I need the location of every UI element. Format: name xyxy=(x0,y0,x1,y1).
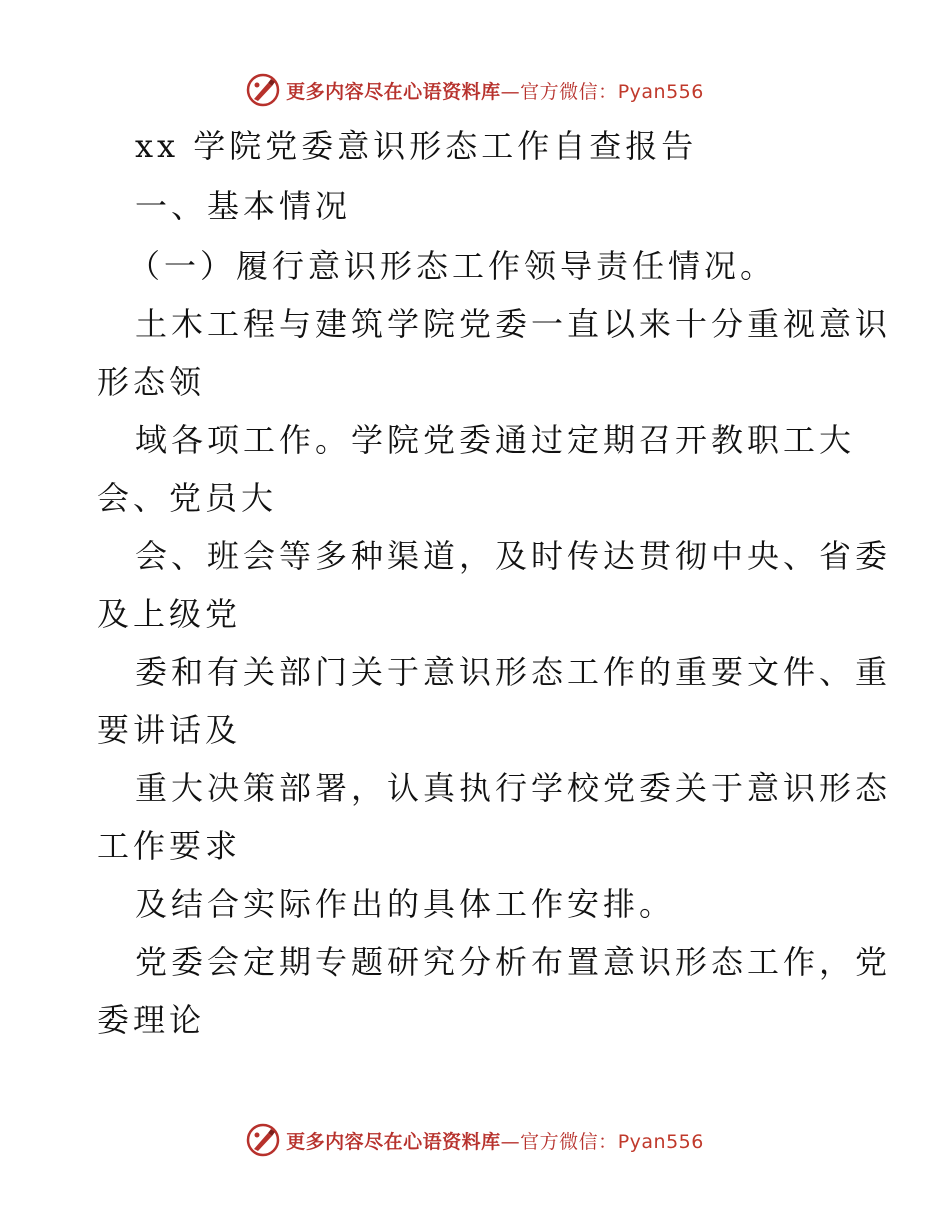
paragraph-line: 工作要求 xyxy=(97,827,242,865)
paragraph-line: 及上级党 xyxy=(97,595,242,633)
document-title: xx 学院党委意识形态工作自查报告 xyxy=(135,127,698,165)
paragraph-line: 会、党员大 xyxy=(97,479,278,517)
paragraph-line: 党委会定期专题研究分析布置意识形态工作，党 xyxy=(135,943,892,981)
paragraph-line: 重大决策部署，认真执行学校党委关于意识形态 xyxy=(135,769,892,807)
watermark-label: 官方微信： xyxy=(520,80,618,103)
section-heading: 一、基本情况 xyxy=(135,187,352,225)
paragraph-line: 土木工程与建筑学院党委一直以来十分重视意识 xyxy=(135,305,892,343)
paragraph-line: 及结合实际作出的具体工作安排。 xyxy=(135,885,676,923)
pen-logo-icon xyxy=(246,1123,280,1157)
watermark-footer xyxy=(0,1120,950,1160)
paragraph-line: 要讲话及 xyxy=(97,711,242,749)
paragraph-line: 会、班会等多种渠道，及时传达贯彻中央、省委 xyxy=(135,537,892,575)
watermark-text xyxy=(286,1127,704,1154)
watermark-brand: 更多内容尽在心语资料库 xyxy=(286,80,501,103)
watermark-wechat-id: Pyan556 xyxy=(617,80,704,103)
watermark-text xyxy=(286,77,704,104)
subsection-heading: （一）履行意识形态工作领导责任情况。 xyxy=(128,247,777,285)
pen-logo-icon xyxy=(246,73,280,107)
watermark-brand: 更多内容尽在心语资料库 xyxy=(286,1130,501,1153)
watermark-header xyxy=(0,70,950,110)
watermark-dash: — xyxy=(500,1130,521,1153)
paragraph-line: 委和有关部门关于意识形态工作的重要文件、重 xyxy=(135,653,892,691)
paragraph-line: 委理论 xyxy=(97,1001,206,1039)
watermark-dash: — xyxy=(500,80,521,103)
watermark-label: 官方微信： xyxy=(520,1130,618,1153)
paragraph-line: 形态领 xyxy=(97,363,206,401)
paragraph-line: 域各项工作。学院党委通过定期召开教职工大 xyxy=(135,421,856,459)
watermark-wechat-id: Pyan556 xyxy=(617,1130,704,1153)
